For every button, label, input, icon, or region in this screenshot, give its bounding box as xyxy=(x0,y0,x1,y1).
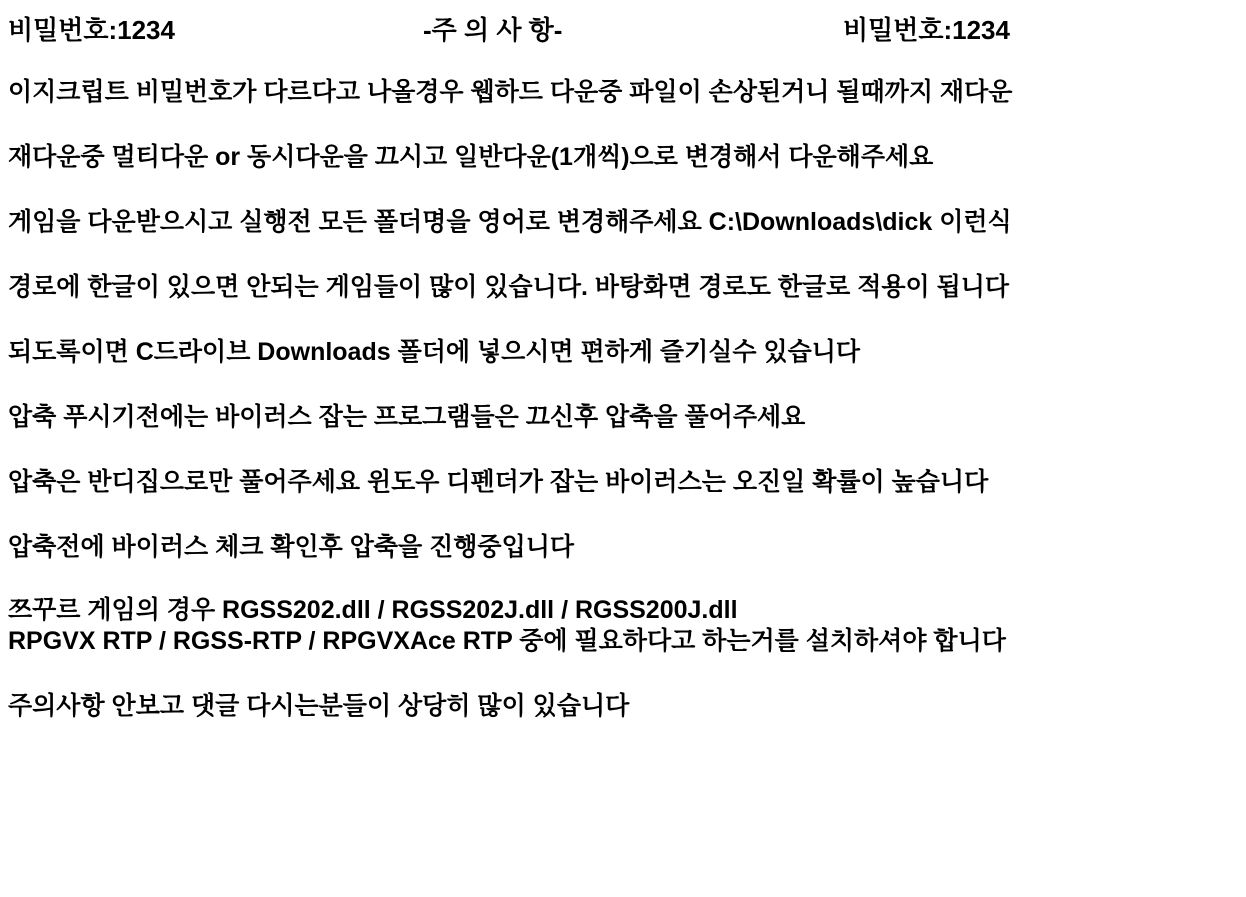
notice-line-11: 주의사항 안보고 댓글 다시는분들이 상당히 많이 있습니다 xyxy=(8,692,630,720)
notice-line-2: 재다운중 멀티다운 or 동시다운을 끄시고 일반다운(1개씩)으로 변경해서 다운해주세요 xyxy=(8,143,934,171)
page-title: -주 의 사 항- xyxy=(423,15,563,45)
notice-line-1: 이지크립트 비밀번호가 다르다고 나올경우 웹하드 다운중 파일이 손상된거니 될때까지 재다운 xyxy=(8,78,1013,106)
notice-line-10: RPGVX RTP / RGSS-RTP / RPGVXAce RTP 중에 필요하다고 하는거를 설치하셔야 합니다 xyxy=(8,627,1006,655)
notice-line-8: 압축전에 바이러스 체크 확인후 압축을 진행중입니다 xyxy=(8,533,575,561)
password-left: 비밀번호:1234 xyxy=(8,15,175,45)
notice-line-5: 되도록이면 C드라이브 Downloads 폴더에 넣으시면 편하게 즐기실수 있습니다 xyxy=(8,338,861,366)
notice-line-6: 압축 푸시기전에는 바이러스 잡는 프로그램들은 끄신후 압축을 풀어주세요 xyxy=(8,403,806,431)
notice-line-4: 경로에 한글이 있으면 안되는 게임들이 많이 있습니다. 바탕화면 경로도 한글로 적용이 됩니다 xyxy=(8,273,1010,301)
notice-line-9: 쯔꾸르 게임의 경우 RGSS202.dll / RGSS202J.dll / RGSS200J.dll xyxy=(8,596,738,624)
header-row xyxy=(8,10,1238,44)
password-right: 비밀번호:1234 xyxy=(843,15,1010,45)
notice-line-7: 압축은 반디집으로만 풀어주세요 윈도우 디펜더가 잡는 바이러스는 오진일 확률이 높습니다 xyxy=(8,468,989,496)
notice-line-3: 게임을 다운받으시고 실행전 모든 폴더명을 영어로 변경해주세요 C:\Downloads\dick 이런식 xyxy=(8,208,1012,236)
